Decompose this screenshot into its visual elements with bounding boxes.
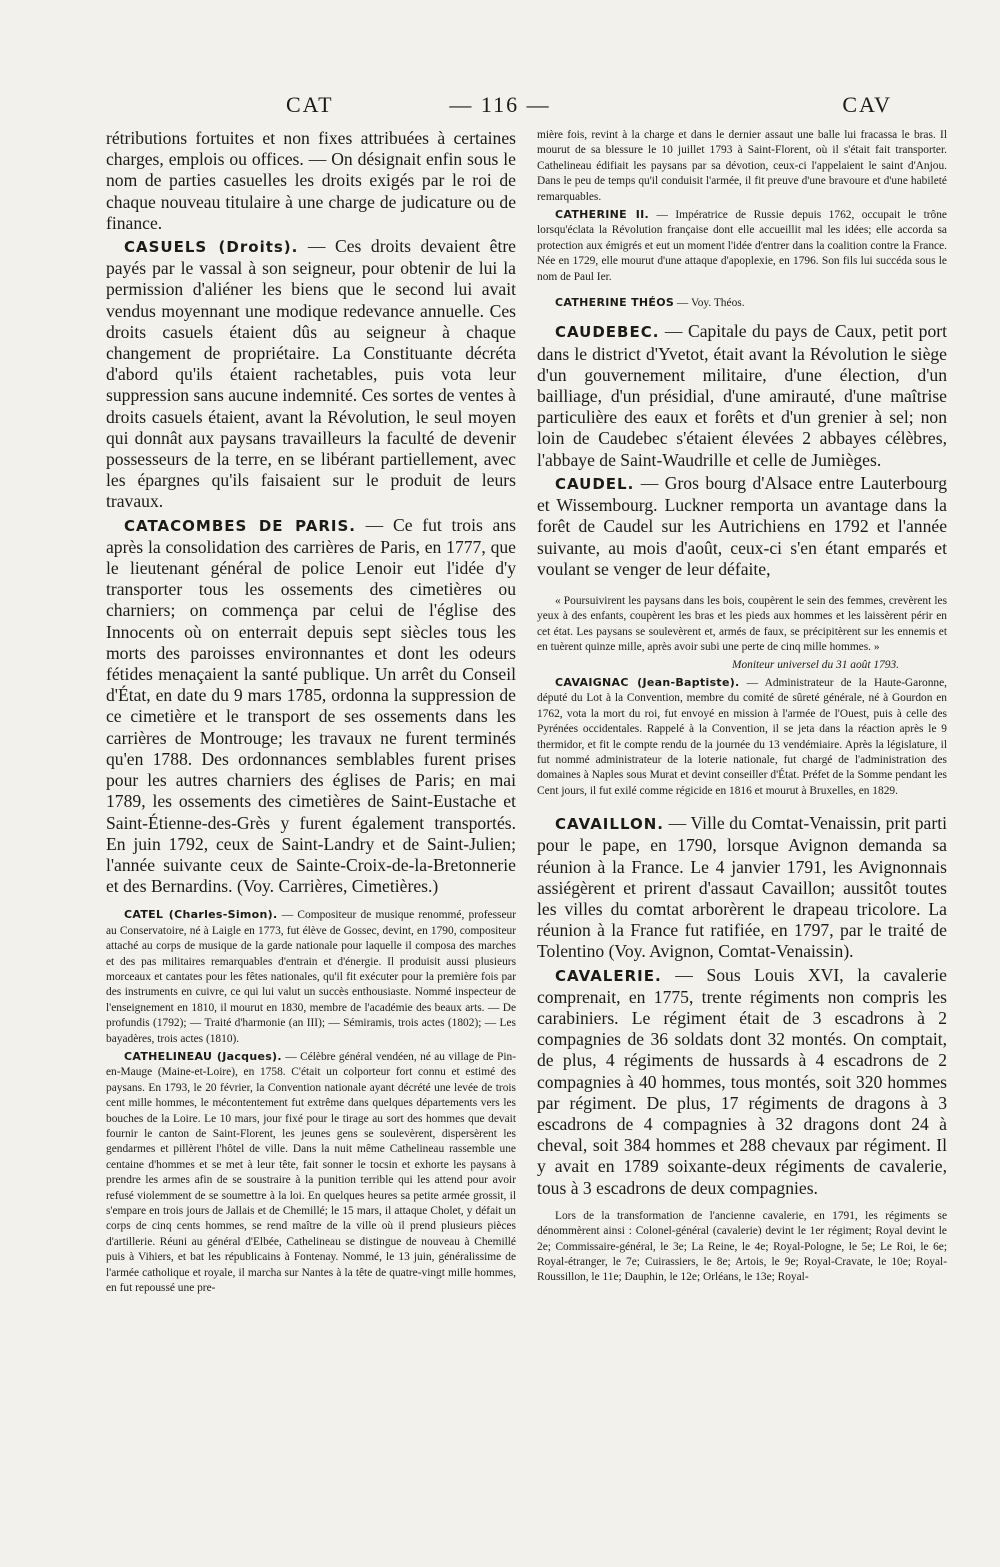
entry-cavaillon: CAVAILLON. — Ville du Comtat-Venaissin, prit parti pour le pape, en 1790, lorsque Avignon demanda sa réunion à la France. Le 4 janvier 1791, les Avignonnais assiégèrent et prirent d'assaut Cavaillon; aussitôt toutes les villes du comtat arborèrent le drapeau tricolore. La réunion à la France fut ratifiée, en 1797, par le traité de Tolentino (Voy. Avignon, Comtat-Venaissin). xyxy=(537,813,947,962)
entry-catacombes: CATACOMBES DE PARIS. — Ce fut trois ans après la consolidation des carrières de Paris, en 1777, que le lieutenant général de police Lenoir eut l'idée d'y transporter tous les ossements des cimetières ou charniers; on commença par celui de l'église des Innocents où on enterrait depuis sept siècles tous les morts des paroisses environnantes et dont les odeurs fétides menaçaient la santé publique. Un arrêt du Conseil d'État, en date du 9 mars 1785, ordonna la suppression de ce cimetière et le transport de ses ossements dans les carrières de Montrouge; les travaux ne furent terminés qu'en 1788. Des ordonnances semblables furent prises pour les autres charniers des églises de Paris; en mai 1789, les ossements des cimetières de Saint-Eustache et Saint-Étienne-des-Grès y furent également transportés. En juin 1792, ceux de Saint-Landry et de Saint-Julien; l'année suivante ceux de Sainte-Croix-de-la-Bretonnerie et des Bernardins. (Voy. Carrières, Cimetières.) xyxy=(106,514,516,897)
headword: CATHERINE THÉOS xyxy=(555,296,675,310)
entry-catherine-ii: CATHERINE II. — Impératrice de Russie depuis 1762, occupait le trône lorsqu'éclata la Révolution française dont elle accueillit mal les idées; elle accorda sa protection aux émigrés et eut un moment l'idée d'entrer dans la coalition contre la France. Née en 1729, elle mourut d'une attaque d'apoplexie, en 1796. Son fils lui succéda sous le nom de Paul Ier. xyxy=(537,208,947,283)
headword: CATHELINEAU (Jacques). xyxy=(124,1049,282,1063)
headword: CAVALERIE. xyxy=(555,966,662,985)
entry-casuels-droits: CASUELS (Droits). — Ces droits devaient être payés par le vassal à son seigneur, pour obtenir de lui la permission d'aliéner les biens que le second lui avait vendus moyennant une modique redevance annuelle. Ces droits casuels étaient dûs au seigneur à chaque changement de propriétaire. La Constituante décréta d'abord qu'ils étaient rachetables, puis vota leur suppression sans aucune indemnité. Ces sortes de ventes à droits casuels étaient, avant la Révolution, le seul moyen qui donnât aux paysans travailleurs la faculté de devenir possesseurs de la terre, en se libérant partiellement, avec les épargnes qu'ils faisaient sur le produit de leurs travaux. xyxy=(106,236,516,512)
entry-casuels-continued: rétributions fortuites et non fixes attribuées à certaines charges, emplois ou offices. — On désignait enfin sous le nom de parties casuelles les droits exigés par le roi de chaque nouveau titulaire à une charge de judicature ou de finance. xyxy=(106,128,516,233)
caudel-quotation: « Poursuivirent les paysans dans les bois, coupèrent le sein des femmes, crevèrent les yeux à des enfants, coupèrent les bras et les pieds aux hommes et les laissèrent périr en cet état. Les paysans se soulevèrent et, armés de faux, se précipitèrent sur les ennemis et en tuèrent quinze mille, après avoir subi une perte de cinq mille hommes. » xyxy=(537,594,947,654)
headword: CATHERINE II. xyxy=(555,208,649,222)
entry-cavaignac: CAVAIGNAC (Jean-Baptiste). — Administrateur de la Haute-Garonne, député du Lot à la Convention, membre du comité de sûreté générale, né à Gourdon en 1762, vota la mort du roi, fut envoyé en mission à l'armée de l'Ouest, puis à celle des Pyrénées occidentales. Rappelé à la Convention, il se jeta dans la réaction après le 9 thermidor, et fit le compte rendu de la journée du 13 vendémiaire. Après la législature, il fut nommé administrateur de la loterie nationale, fut chargé de l'administration des domaines à Naples sous Murat et devint conseiller d'État. Préfet de la Somme pendant les Cent jours, il fut exilé comme régicide en 1816 et mourut à Bruxelles, en 1829. xyxy=(537,675,947,797)
entry-cavalerie-note: Lors de la transformation de l'ancienne cavalerie, en 1791, les régiments se dénommèrent ainsi : Colonel-général (cavalerie) devint le 1er régiment; Royal devint le 2e; Commissaire-général, le 3e; La Reine, le 4e; Royal-Pologne, le 5e; Le Roi, le 6e; Royal-étranger, le 7e; Cuirassiers, le 8e; Artois, le 9e; Royal-Cravate, le 10e; Royal-Roussillon, le 11e; Dauphin, le 12e; Orléans, le 13e; Royal- xyxy=(537,1209,947,1284)
header-left-word: CAT xyxy=(286,92,334,117)
right-column xyxy=(537,128,947,1288)
entry-catel: CATEL (Charles-Simon). — Compositeur de musique renommé, professeur au Conservatoire, né à Laigle en 1773, fut élève de Gossec, devint, en 1790, compositeur attaché au corps de musique de la garde nationale pour laquelle il composa des marches et des pas militaires remarquables d'entrain et d'énergie. Il produisit aussi plusieurs morceaux et cantates pour les fêtes nationales, qu'il fit exécuter pour la première fois par des instruments en cuivre, ce qui lui valut un succès enthousiaste. Nommé inspecteur de l'enseignement en 1810, il mourut en 1830, membre de l'académie des beaux arts. — De profundis (1792); — Traité d'harmonie (an III); — Sémiramis, trois actes (1802); — Les bayadères, trois actes (1810). xyxy=(106,908,516,1045)
entry-caudebec: CAUDEBEC. — Capitale du pays de Caux, petit port dans le district d'Yvetot, était avant la Révolution le siège d'un gouvernement militaire, d'une élection, d'un bailliage, d'un présidial, d'une amirauté, d'une maîtrise particulière des eaux et forêts et d'un grenier à sel; non loin de Caudebec s'étaient élevées 2 abbayes célèbres, l'abbaye de Saint-Waudrille et celle de Jumièges. xyxy=(537,321,947,470)
headword: CAVAILLON. xyxy=(555,815,664,834)
page-number: — 116 — xyxy=(449,92,551,117)
headword: CASUELS (Droits). xyxy=(124,238,299,257)
running-header xyxy=(108,92,892,122)
entry-cathelineau: CATHELINEAU (Jacques). — Célèbre général vendéen, né au village de Pin-en-Mauge (Maine-et-Loire), en 1758. C'était un colporteur fort connu et estimé des paysans. En 1793, le 20 février, la Convention nationale ayant décrété une levée de trois cent mille hommes, le mécontentement fut extrême dans quelques départements vers les bouches de la Loire. Le 10 mars, jour fixé pour le tirage au sort des hommes que devait fournir le canton de Saint-Florent, les jeunes gens se soulevèrent, dispersèrent les gendarmes et pillèrent l'hôtel de ville. Dans la nuit même Cathelineau rassemble une centaine d'hommes et se met à leur tête, fait sonner le tocsin et exhorte les paysans à prendre les armes afin de se soustraire à la punition terrible qui les attend pour avoir refusé violemment de se soumettre à la loi. En quelques heures sa petite armée grossit, il s'empare en trois jours de Jallais et de Chemillé; le 15 mars, il attaque Cholet, y défait un corps de cinq cents hommes, se rend maître de la ville où il prend plusieurs pièces d'artillerie. Réuni au général d'Elbée, Cathelineau se distingue de nouveau à Chemillé puis à Vihiers, et bat les républicains à Fontenay. Nommé, le 13 juin, généralissime de l'armée catholique et royale, il marcha sur Nantes à la tête de quatre-vingt mille hommes, en fut repoussé une pre- xyxy=(106,1049,516,1295)
headword: CAVAIGNAC (Jean-Baptiste). xyxy=(555,675,740,689)
quotation-source: Moniteur universel du 31 août 1793. xyxy=(731,658,899,671)
headword: CATACOMBES DE PARIS. xyxy=(124,516,356,535)
entry-catherine-theos: CATHERINE THÉOS — Voy. Théos. xyxy=(555,296,745,310)
entry-caudel: CAUDEL. — Gros bourg d'Alsace entre Lauterbourg et Wissembourg. Luckner remporta un avantage dans la forêt de Caudel sur les Autrichiens en 1792 et l'année suivante, au mois d'août, ceux-ci s'en étant emparés et voulant se venger de leur défaite, xyxy=(537,472,947,579)
entry-cavalerie: CAVALERIE. — Sous Louis XVI, la cavalerie comprenait, en 1775, trente régiments non compris les carabiniers. Le régiment était de 3 escadrons à 2 compagnies de 36 soldats dont 32 montés. On comptait, de plus, 4 régiments de hussards à 4 escadrons de 2 compagnies à 40 hommes, tous montés, soit 320 hommes par régiment. De plus, 17 régiments de dragons à 3 escadrons de 4 compagnies à 32 dragons dont 24 à cheval, soit 384 hommes et 288 chevaux par régiment. Il y avait en 1789 soixante-deux régiments de cavalerie, tous à 3 escadrons de deux compagnies. xyxy=(537,964,947,1198)
left-column xyxy=(106,128,516,1298)
headword: CATEL (Charles-Simon). xyxy=(124,908,278,922)
entry-cathelineau-continued: mière fois, revint à la charge et dans le dernier assaut une balle lui fracassa le bras. Il mourut de sa blessure le 10 juillet 1793 à Saint-Florent, où il s'était fait transporter. Cathelineau édifiait les paysans par sa dévotion, ceux-ci l'appelaient le saint d'Anjou. Dans le peu de temps qu'il conduisit l'armée, il fit preuve d'une bravoure et d'une habileté remarquables. xyxy=(537,129,947,203)
headword: CAUDEBEC. xyxy=(555,323,660,342)
headword: CAUDEL. xyxy=(555,474,635,493)
header-right-word: CAV xyxy=(842,92,892,117)
